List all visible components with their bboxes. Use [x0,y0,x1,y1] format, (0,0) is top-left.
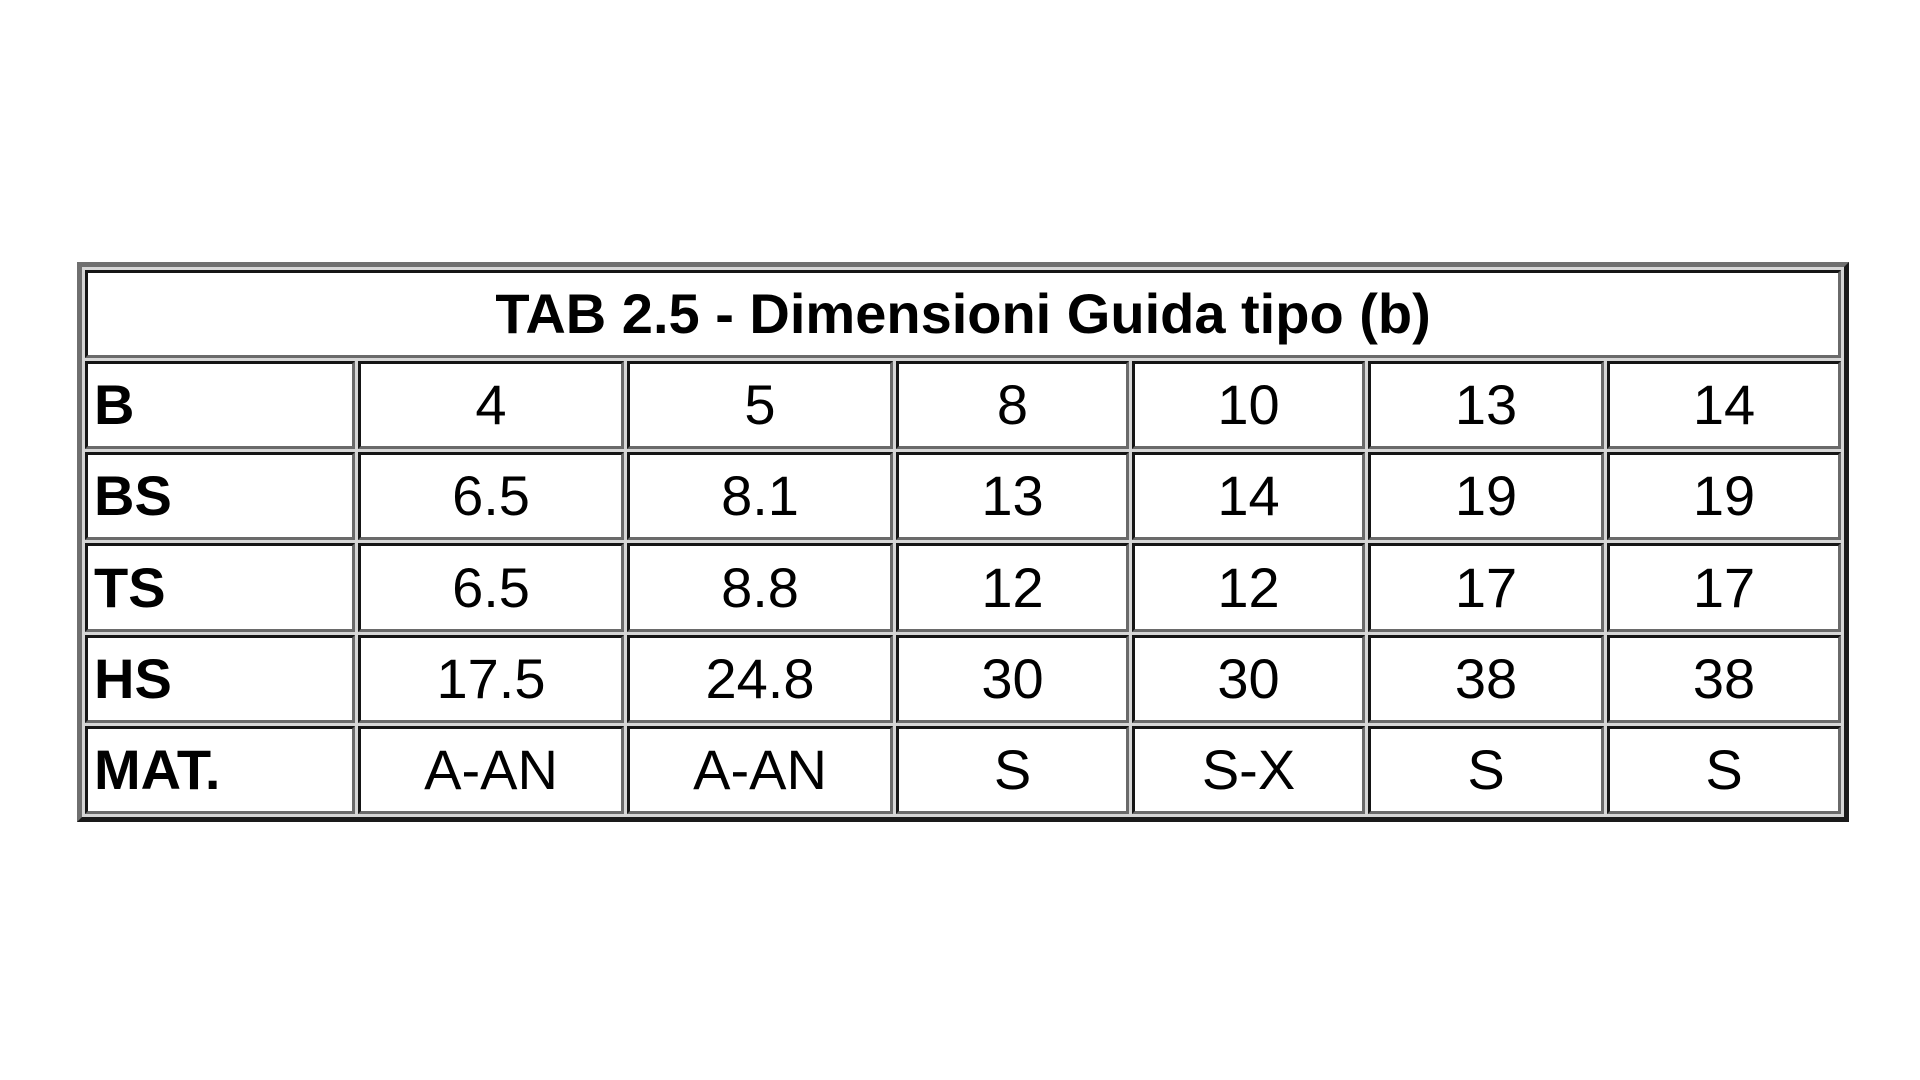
table-cell: 38 [1368,635,1604,723]
table-cell: 17 [1607,543,1841,631]
table-row [85,543,1841,631]
table-row [85,726,1841,814]
table-cell: 12 [1132,543,1365,631]
row-label: TS [85,543,355,631]
row-label: HS [85,635,355,723]
row-label: B [85,361,355,449]
table-row [85,361,1841,449]
table-container [77,262,1847,822]
table-cell: 12 [896,543,1129,631]
table-cell: 19 [1607,452,1841,540]
row-label: BS [85,452,355,540]
table-row [85,452,1841,540]
table-cell: 14 [1607,361,1841,449]
table-cell: S [1607,726,1841,814]
table-cell: 17.5 [358,635,624,723]
table-cell: 19 [1368,452,1604,540]
table-cell: 4 [358,361,624,449]
row-label: MAT. [85,726,355,814]
table-cell: A-AN [358,726,624,814]
table-cell: 8 [896,361,1129,449]
table-cell: 38 [1607,635,1841,723]
table-cell: 13 [896,452,1129,540]
table-cell: 30 [896,635,1129,723]
table-cell: 30 [1132,635,1365,723]
table-cell: S [896,726,1129,814]
table-cell: 14 [1132,452,1365,540]
table-cell: 8.1 [627,452,893,540]
table-cell: S [1368,726,1604,814]
table-cell: 8.8 [627,543,893,631]
table-cell: 5 [627,361,893,449]
table-title-row [85,270,1841,358]
table-cell: 13 [1368,361,1604,449]
table-title: TAB 2.5 - Dimensioni Guida tipo (b) [85,270,1841,358]
table-cell: 6.5 [358,543,624,631]
table-cell: S-X [1132,726,1365,814]
table-cell: 6.5 [358,452,624,540]
table-cell: 24.8 [627,635,893,723]
table-cell: A-AN [627,726,893,814]
dimensions-table [77,262,1849,822]
table-row [85,635,1841,723]
table-cell: 10 [1132,361,1365,449]
table-cell: 17 [1368,543,1604,631]
